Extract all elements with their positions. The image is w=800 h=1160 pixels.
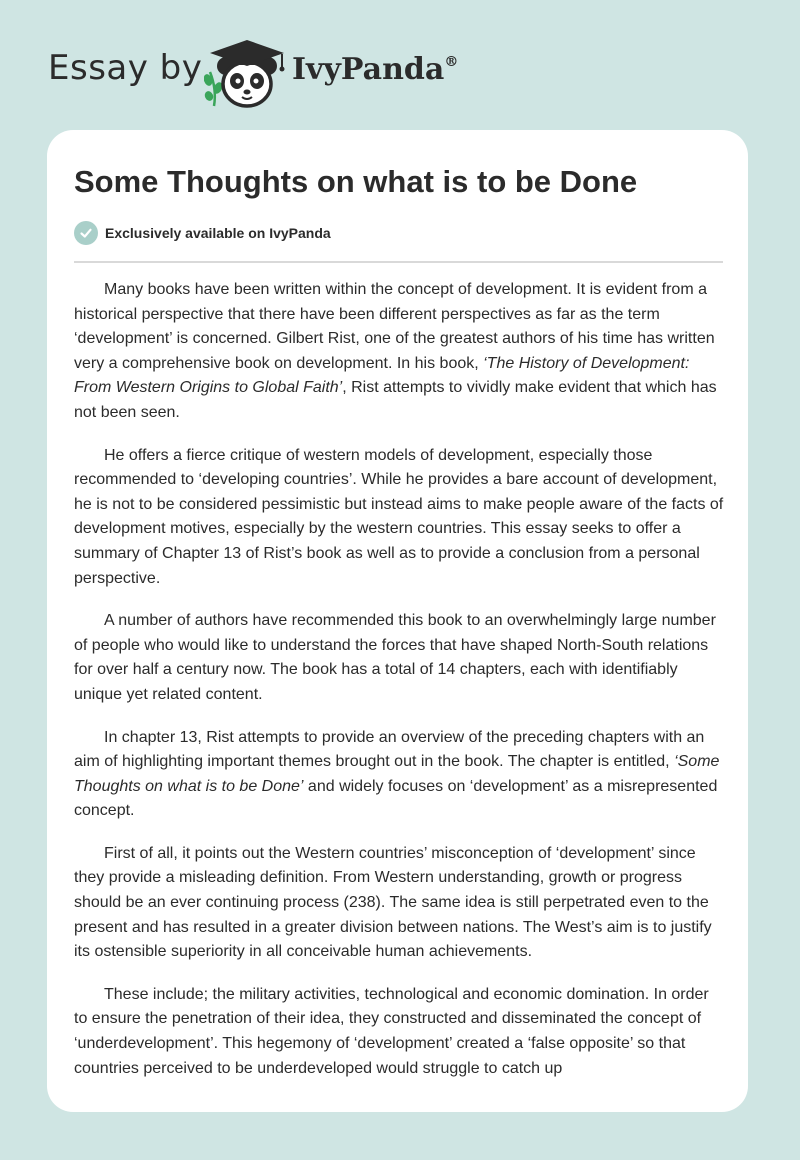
chapter-title: ‘Some Thoughts on what is to be Done’ (74, 753, 720, 795)
panda-logo-icon (204, 36, 290, 110)
essay-by-label: Essay by (48, 48, 203, 88)
registered-mark: ® (444, 54, 459, 70)
page-title: Some Thoughts on what is to be Done (74, 164, 638, 199)
paragraph-2: He offers a fierce critique of western models of development, especially those recommended to ‘developing countries’. While he provides a bare account of development, he is not to be considered pessimistic but instead aims to make people aware of the facts of development motives, especially by the western countries. This essay seeks to offer a summary of Chapter 13 of Rist’s book as well as to provide a conclusion from a personal perspective. (74, 446, 724, 587)
check-icon (74, 221, 98, 245)
paragraph-4: In chapter 13, Rist attempts to provide an overview of the preceding chapters with an aim of highlighting important themes brought out in the book. The chapter is entitled, ‘Some Thoughts on what is to be Done’ and widely focuses on ‘development’ as a misrepresented concept. (74, 728, 720, 820)
essay-body (74, 278, 724, 1099)
site-header (48, 34, 528, 114)
paragraph-5: First of all, it points out the Western countries’ misconception of ‘development’ since they provide a misleading definition. From Western understanding, growth or progress should be an ever continuing process (238). The same idea is still perpetrated even to the present and has resulted in a greater division between nations. The West’s aim is to justify its ostensible superiority in all conceivable human achievements. (74, 844, 712, 961)
brand-name: IvyPanda® (292, 52, 459, 87)
badge-label: Exclusively available on IvyPanda (105, 225, 331, 241)
exclusive-badge (74, 221, 331, 245)
paragraph-1: Many books have been written within the concept of development. It is evident from a historical perspective that there have been different perspectives as far as the term ‘development’ is concerned. Gilbert Rist, one of the greatest authors of his time has written very a comprehensive book on development. In his book, ‘The History of Development: From Western Origins to Global Faith’, Rist attempts to vividly make evident that which has not been seen. (74, 281, 717, 421)
paragraph-3: A number of authors have recommended this book to an overwhelmingly large number of people who would like to understand the forces that have shaped North-South relations for over half a century now. The book has a total of 14 chapters, each with identifiably unique yet related content. (74, 612, 716, 703)
essay-card (47, 130, 748, 1112)
divider (74, 261, 723, 263)
paragraph-6: These include; the military activities, technological and economic domination. In order to ensure the penetration of their idea, they constructed and disseminated the concept of ‘underdevelopment’. This hegemony of ‘development’ created a ‘false opposite’ so that countries perceived to be underdeveloped would struggle to catch up (74, 985, 709, 1077)
book-title: ‘The History of Development: From Western Origins to Global Faith’ (74, 354, 690, 397)
